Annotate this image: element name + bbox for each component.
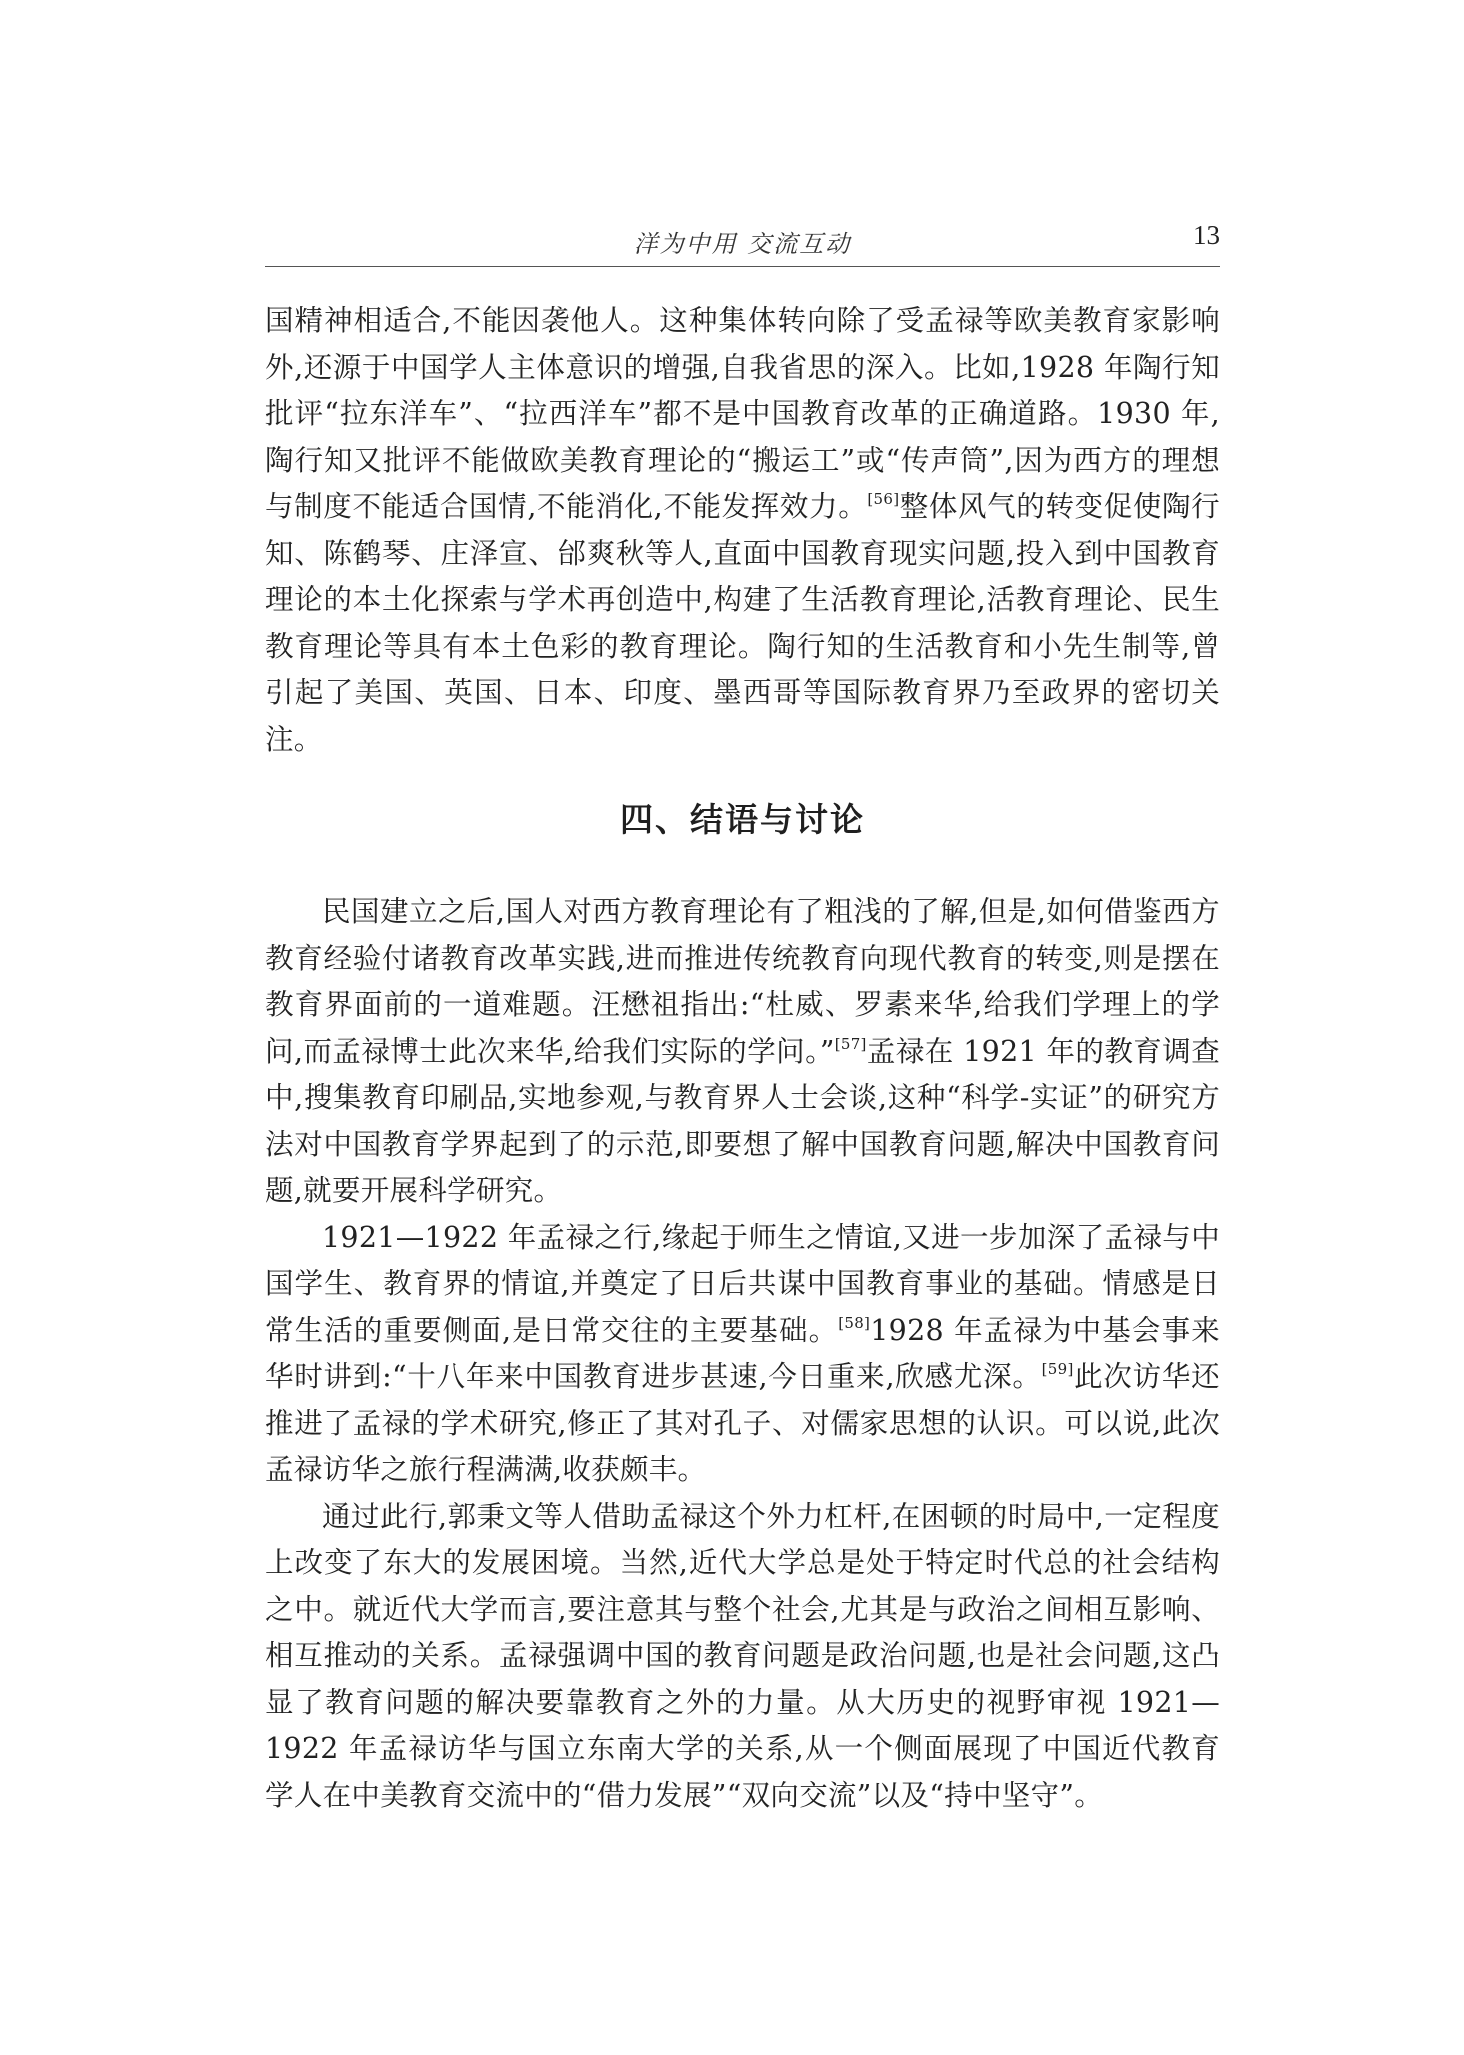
running-title: 洋为中用 交流互动 xyxy=(633,230,852,258)
paragraph xyxy=(265,1494,1220,1820)
text-segment: 国精神相适合,不能因袭他人。这种集体转向除了受孟禄等欧美教育家影响外,还源于中国学人主体意识的增强,自我省思的深入。比如,1928 年陶行知批评“拉东洋车”、“拉西洋车”都不是中国教育改革的正确道路。1930 年,陶行知又批评不能做欧美教育理论的“搬运工”或“传声筒”,因为西方的理想与制度不能适合国情,不能消化,不能发挥效力。 xyxy=(265,304,1220,523)
text-segment: 通过此行,郭秉文等人借助孟禄这个外力杠杆,在困顿的时局中,一定程度上改变了东大的发展困境。当然,近代大学总是处于特定时代总的社会结构之中。就近代大学而言,要注意其与整个社会,尤其是与政治之间相互影响、相互推动的关系。孟禄强调中国的教育问题是政治问题,也是社会问题,这凸显了教育问题的解决要靠教育之外的力量。从大历史的视野审视 1921—1922 年孟禄访华与国立东南大学的关系,从一个侧面展现了中国近代教育学人在中美教育交流中的“借力发展”“双向交流”以及“持中坚守”。 xyxy=(265,1499,1220,1812)
body-text xyxy=(265,298,1220,1819)
page-number: 13 xyxy=(1193,220,1220,250)
citation-marker: [56] xyxy=(867,490,900,508)
text-segment: 1921—1922 年孟禄之行,缘起于师生之情谊,又进一步加深了孟禄与中国学生、教育界的情谊,并奠定了日后共谋中国教育事业的基础。情感是日常生活的重要侧面,是日常交往的主要基础。 xyxy=(265,1220,1220,1347)
text-segment: 1928 年孟禄为中基会事来华时讲到:“十八年来中国教育进步甚速,今日重来,欣感尤深。 xyxy=(265,1313,1221,1393)
paragraph xyxy=(265,298,1220,763)
text-segment: 民国建立之后,国人对西方教育理论有了粗浅的了解,但是,如何借鉴西方教育经验付诸教育改革实践,进而推进传统教育向现代教育的转变,则是摆在教育界面前的一道难题。汪懋祖指出:“杜威、罗素来华,给我们学理上的学问,而孟禄博士此次来华,给我们实际的学问。” xyxy=(265,895,1220,1068)
text-segment: 此次访华还推进了孟禄的学术研究,修正了其对孔子、对儒家思想的认识。可以说,此次孟禄访华之旅行程满满,收获颇丰。 xyxy=(265,1360,1220,1486)
page-header xyxy=(265,218,1220,264)
section-heading: 四、结语与讨论 xyxy=(620,800,865,839)
citation-marker: [57] xyxy=(834,1034,867,1053)
paragraph xyxy=(265,1215,1220,1494)
header-divider xyxy=(265,266,1220,267)
citation-marker: [58] xyxy=(838,1313,871,1332)
citation-marker: [59] xyxy=(1041,1360,1074,1378)
text-segment: 孟禄在 1921 年的教育调查中,搜集教育印刷品,实地参观,与教育界人士会谈,这种“科学-实证”的研究方法对中国教育学界起到了的示范,即要想了解中国教育问题,解决中国教育问题,就要开展科学研究。 xyxy=(265,1034,1221,1207)
text-segment: 整体风气的转变促使陶行知、陈鹤琴、庄泽宣、邰爽秋等人,直面中国教育现实问题,投入到中国教育理论的本土化探索与学术再创造中,构建了生活教育理论,活教育理论、民生教育理论等具有本土色彩的教育理论。陶行知的生活教育和小先生制等,曾引起了美国、英国、日本、印度、墨西哥等国际教育界乃至政界的密切关注。 xyxy=(265,490,1220,756)
paragraph xyxy=(265,889,1220,1215)
